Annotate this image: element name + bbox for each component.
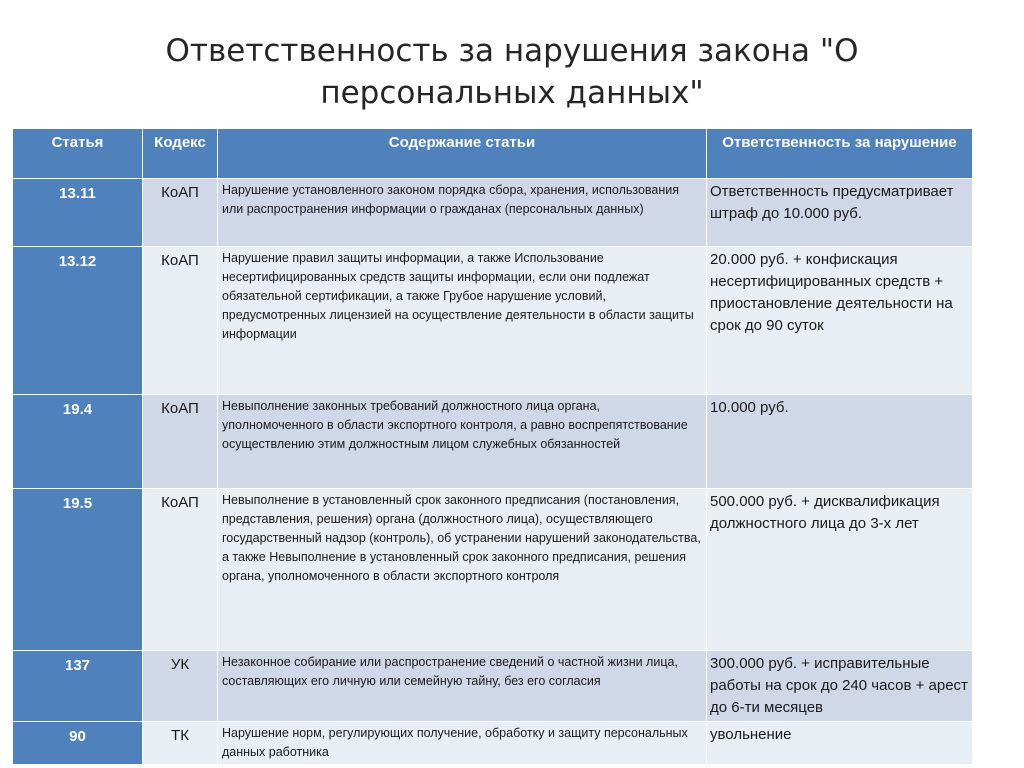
table-row [13, 489, 973, 651]
liability-cell: увольнение [707, 722, 973, 765]
code-cell: КоАП [143, 395, 218, 489]
code-cell: ТК [143, 722, 218, 765]
table-row [13, 651, 973, 722]
liability-cell: Ответственность предусматривает штраф до 10.000 руб. [707, 179, 973, 247]
article-cell: 13.12 [13, 247, 143, 395]
content-cell: Невыполнение в установленный срок законного предписания (постановления, представления, решения) органа (должностного лица), осуществляющего государственный надзор (контроль), об устранении нарушений законодательства, а также Невыполнение в установленный срок законного предписания, решения органа, уполномоченного в области экспортного контроля [218, 489, 707, 651]
liability-cell: 10.000 руб. [707, 395, 973, 489]
header-code: Кодекс [143, 129, 218, 179]
table-row [13, 395, 973, 489]
liability-cell: 20.000 руб. + конфискация несертифицированных средств + приостановление деятельности на срок до 90 суток [707, 247, 973, 395]
header-article: Статья [13, 129, 143, 179]
article-cell: 19.5 [13, 489, 143, 651]
content-cell: Незаконное собирание или распространение сведений о частной жизни лица, составляющих его личную или семейную тайну, без его согласия [218, 651, 707, 722]
table-row [13, 179, 973, 247]
article-cell: 90 [13, 722, 143, 765]
article-cell: 137 [13, 651, 143, 722]
liability-cell: 300.000 руб. + исправительные работы на срок до 240 часов + арест до 6-ти месяцев [707, 651, 973, 722]
code-cell: КоАП [143, 489, 218, 651]
table-row [13, 722, 973, 765]
code-cell: КоАП [143, 247, 218, 395]
liability-table [12, 128, 973, 765]
code-cell: УК [143, 651, 218, 722]
table-row [13, 247, 973, 395]
header-liability: Ответственность за нарушение [707, 129, 973, 179]
article-cell: 13.11 [13, 179, 143, 247]
table-header-row [13, 129, 973, 179]
article-cell: 19.4 [13, 395, 143, 489]
header-content: Содержание статьи [218, 129, 707, 179]
slide-title: Ответственность за нарушения закона "О персональных данных" [165, 33, 859, 111]
content-cell: Невыполнение законных требований должностного лица органа, уполномоченного в области экспортного контроля, а равно воспрепятствование осуществлению этим должностным лицом служебных обязанностей [218, 395, 707, 489]
liability-cell: 500.000 руб. + дисквалификация должностного лица до 3-х лет [707, 489, 973, 651]
content-cell: Нарушение правил защиты информации, а также Использование несертифицированных средств защиты информации, если они подлежат обязательной сертификации, а также Грубое нарушение условий, предусмотренных лицензией на осуществление деятельности в области защиты информации [218, 247, 707, 395]
code-cell: КоАП [143, 179, 218, 247]
content-cell: Нарушение норм, регулирующих получение, обработку и защиту персональных данных работника [218, 722, 707, 765]
content-cell: Нарушение установленного законом порядка сбора, хранения, использования или распространения информации о гражданах (персональных данных) [218, 179, 707, 247]
